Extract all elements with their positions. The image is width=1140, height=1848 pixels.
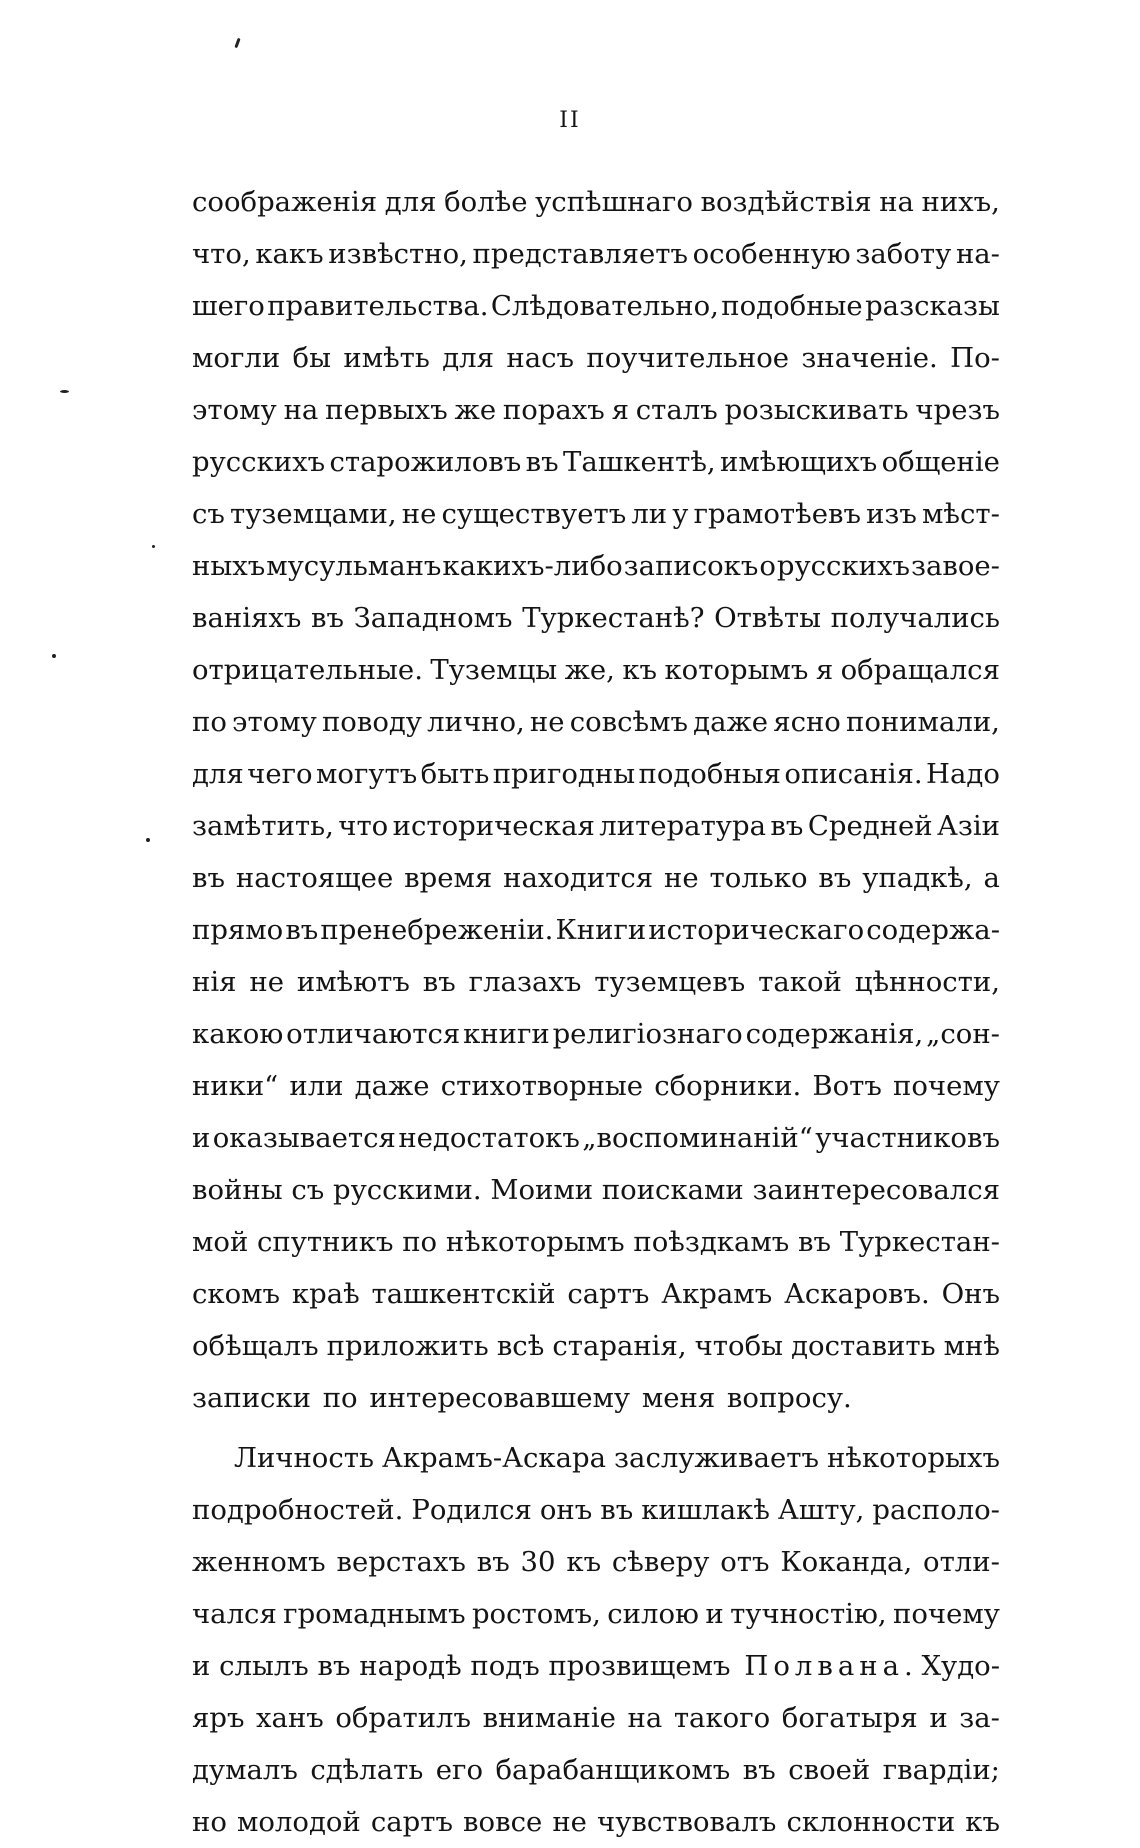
word: сартъ [567, 1278, 650, 1310]
word: „сон- [926, 1018, 1000, 1050]
word: ясно [773, 706, 841, 738]
word: на [879, 186, 914, 218]
word: религіознаго [552, 1018, 743, 1050]
word: литература [599, 810, 766, 842]
word: успѣшнаго [535, 186, 693, 218]
word: поучительное [586, 342, 790, 374]
word: отрицательные. [192, 654, 423, 686]
word: содержанія, [745, 1018, 924, 1050]
word: или [289, 1070, 344, 1102]
word: Акрамъ-Аскара [381, 1442, 606, 1474]
word: почему [893, 1070, 1000, 1102]
word: ростомъ, [471, 1598, 601, 1630]
word: въ [476, 1546, 510, 1578]
word: же [454, 394, 497, 426]
word: кишлакѣ [641, 1494, 770, 1526]
word: содержа- [866, 914, 1000, 946]
word: заботу [855, 238, 952, 270]
word: что, [192, 238, 251, 270]
text-line [192, 488, 1000, 540]
word: ташкентскій [371, 1278, 556, 1310]
word: съ [192, 498, 225, 530]
word: войны [192, 1174, 283, 1206]
word: глазахъ [468, 966, 582, 998]
word: краѣ [291, 1278, 360, 1310]
word: чувствовалъ [597, 1806, 777, 1838]
text-line [192, 1692, 1000, 1744]
text-line [192, 1164, 1000, 1216]
paragraph [192, 176, 1000, 1424]
text-line [192, 280, 1000, 332]
word: для [192, 758, 244, 790]
text-line: записки по интересовавшему меня вопросу. [192, 1382, 852, 1414]
word: понимали, [846, 706, 1000, 738]
word: какихъ-либо [442, 550, 623, 582]
word: стихотворные [440, 1070, 644, 1102]
word: поисками [601, 1174, 744, 1206]
word: его [435, 1754, 484, 1786]
scan-speck [60, 390, 69, 393]
word: получались [830, 602, 1000, 634]
word: насъ [506, 342, 574, 374]
word: нія [192, 966, 237, 998]
word: онъ [539, 1494, 593, 1526]
word: вовсе [463, 1806, 543, 1838]
word: склонности [786, 1806, 956, 1838]
word: „воспоминаній“ [582, 1122, 813, 1154]
word: По- [950, 342, 1000, 374]
word: историческаго [648, 914, 865, 946]
word: за- [959, 1702, 1000, 1734]
word: Акрамъ [661, 1278, 773, 1310]
word: Моими [490, 1174, 594, 1206]
word: имѣть [343, 342, 430, 374]
word: по [402, 1226, 438, 1258]
word: грамотѣевъ [693, 498, 861, 530]
word: въ [422, 966, 456, 998]
word: замѣтить, [192, 810, 334, 842]
word: не [529, 706, 565, 738]
word: бы [292, 342, 331, 374]
word: ханъ [256, 1702, 324, 1734]
word: Онъ [941, 1278, 1000, 1310]
word: отличаются [286, 1018, 461, 1050]
word: скомъ [192, 1278, 281, 1310]
word: въ [525, 446, 559, 478]
word: имѣютъ [296, 966, 410, 998]
word: цѣнности, [854, 966, 1000, 998]
word: сартъ [370, 1806, 453, 1838]
word: Туземцы [430, 654, 558, 686]
word: которымъ [664, 654, 809, 686]
word: силою [607, 1598, 699, 1630]
word: Надо [926, 758, 1000, 790]
text-line [192, 540, 1000, 592]
scan-speck [146, 838, 150, 842]
word: время [404, 862, 493, 894]
word: совсѣмъ [569, 706, 688, 738]
word: сдѣлать [310, 1754, 424, 1786]
word: а [983, 862, 1000, 894]
word: верстахъ [336, 1546, 466, 1578]
word: почему [893, 1598, 1000, 1630]
word: Азіи [937, 810, 1000, 842]
word: какъ [255, 238, 324, 270]
word: историческая [392, 810, 595, 842]
word: упадкѣ, [862, 862, 973, 894]
word: на- [955, 238, 1000, 270]
text-line [192, 800, 1000, 852]
word: только [709, 862, 808, 894]
word: соображенія [192, 186, 378, 218]
word: что [338, 810, 389, 842]
word: приложить [326, 1330, 489, 1362]
word: въ [310, 602, 344, 634]
word: для [442, 342, 494, 374]
word: въ [742, 1754, 776, 1786]
word: представляетъ [472, 238, 688, 270]
word: думалъ [192, 1754, 298, 1786]
word: обратилъ [335, 1702, 471, 1734]
word: даже [693, 706, 769, 738]
word: русскихъ [776, 550, 910, 582]
text-line [192, 1796, 1000, 1848]
word: изъ [866, 498, 917, 530]
word: поѣздкамъ [633, 1226, 790, 1258]
word: Ашту, [777, 1494, 865, 1526]
word: тучностію, [730, 1598, 887, 1630]
word: особенную [692, 238, 851, 270]
word: извѣстно, [328, 238, 468, 270]
word: Вотъ [812, 1070, 882, 1102]
word: розыскивать [724, 394, 909, 426]
word: болѣе [444, 186, 528, 218]
paragraph [192, 1432, 1000, 1848]
word: Западномъ [353, 602, 513, 634]
word: къ [566, 1546, 602, 1578]
text-segment: . Худо- [903, 1650, 1000, 1682]
word: быть [420, 758, 490, 790]
word: Ташкентѣ, [563, 446, 716, 478]
word: мнѣ [943, 1330, 1000, 1362]
word: Слѣдовательно, [490, 290, 719, 322]
page-body [192, 176, 1000, 1848]
word: къ [965, 1806, 1000, 1838]
word: ники“ [192, 1070, 279, 1102]
word: порахъ [502, 394, 605, 426]
word: не [552, 1806, 587, 1838]
word: женномъ [192, 1546, 326, 1578]
word: недостатокъ [398, 1122, 580, 1154]
text-line [192, 592, 1000, 644]
word: въ [285, 914, 319, 946]
text-line [192, 1320, 1000, 1372]
word: какою [192, 1018, 284, 1050]
word: туземцевъ [594, 966, 746, 998]
word: участниковъ [815, 1122, 1000, 1154]
word: спутникъ [257, 1226, 394, 1258]
word: отли- [923, 1546, 1000, 1578]
word: въ [600, 1494, 634, 1526]
word: но [192, 1806, 227, 1838]
word: старанія, [552, 1330, 687, 1362]
word: на [627, 1702, 663, 1734]
word: Туркестан- [839, 1226, 1000, 1258]
text-segment: и слылъ въ народѣ подъ прозвищемъ [192, 1650, 731, 1682]
word: старожиловъ [329, 446, 522, 478]
word: по [192, 706, 227, 738]
page-number: II [559, 108, 581, 133]
text-line [192, 1112, 1000, 1164]
word: молодой [236, 1806, 361, 1838]
word: барабанщикомъ [495, 1754, 731, 1786]
word: первыхъ [325, 394, 448, 426]
word: заинтересовался [752, 1174, 1000, 1206]
word: мусульманъ [266, 550, 442, 582]
word: описанія. [784, 758, 923, 790]
word: обѣщалъ [192, 1330, 319, 1362]
word: такого [673, 1702, 771, 1734]
text-line [192, 1536, 1000, 1588]
text-line [192, 852, 1000, 904]
text-line [192, 436, 1000, 488]
word: пригодны [492, 758, 636, 790]
text-line [192, 1484, 1000, 1536]
word: сталъ [635, 394, 718, 426]
text-line [192, 1216, 1000, 1268]
word: ли [631, 498, 668, 530]
word: для [384, 186, 437, 218]
word: прямо [192, 914, 284, 946]
word: Родился [411, 1494, 532, 1526]
word: обращался [840, 654, 1000, 686]
text-line-with-spaced-word [192, 1640, 1000, 1692]
word: правительства. [267, 290, 489, 322]
text-line [192, 1060, 1000, 1112]
word: громаднымъ [283, 1598, 466, 1630]
word: шего [192, 290, 265, 322]
word: поводу [321, 706, 422, 738]
word: настоящее [235, 862, 394, 894]
word: разсказы [865, 290, 1000, 322]
word: оказывается [212, 1122, 396, 1154]
word: воздѣйствія [700, 186, 872, 218]
word: мѣст- [922, 498, 1000, 530]
text-line [192, 644, 1000, 696]
word: въ [798, 1226, 831, 1258]
word: 30 [520, 1546, 556, 1578]
word: вниманіе [482, 1702, 616, 1734]
word: нѣкоторымъ [445, 1226, 625, 1258]
word: ныхъ [192, 550, 266, 582]
word: Туркестанѣ? [522, 602, 705, 634]
text-line [192, 1588, 1000, 1640]
word: я [815, 654, 834, 686]
word: своей [788, 1754, 871, 1786]
text-line [192, 228, 1000, 280]
word: отъ [720, 1546, 770, 1578]
word: въ [818, 862, 852, 894]
word: даже [354, 1070, 430, 1102]
word: существуетъ [441, 498, 627, 530]
text-line [192, 956, 1000, 1008]
word: подробностей. [192, 1494, 404, 1526]
word: чего [247, 758, 313, 790]
word: туземцами, [230, 498, 397, 530]
text-line [192, 1432, 1000, 1484]
scan-speck [152, 545, 155, 548]
scan-speck [234, 38, 240, 48]
scan-speck [52, 654, 56, 658]
text-line [192, 904, 1000, 956]
word: лично, [427, 706, 525, 738]
word: нѣкоторыхъ [827, 1442, 1000, 1474]
word: сѣверу [611, 1546, 710, 1578]
word: на [283, 394, 319, 426]
text-line [192, 1268, 1000, 1320]
word: этому [192, 394, 277, 426]
word: русскихъ [192, 446, 326, 478]
word: чтобы [694, 1330, 784, 1362]
word: мой [192, 1226, 249, 1258]
word: и [705, 1598, 724, 1630]
word: подобные [721, 290, 863, 322]
word: къ [622, 654, 658, 686]
spaced-name: Полвана [744, 1650, 904, 1682]
word: въ [192, 862, 225, 894]
word: и [192, 1122, 211, 1154]
word: Отвѣты [714, 602, 822, 634]
word: имѣющихъ [720, 446, 878, 478]
word: нихъ, [921, 186, 1000, 218]
word: всѣ [496, 1330, 545, 1362]
word: ваніяхъ [192, 602, 302, 634]
text-line [192, 176, 1000, 228]
word: не [249, 966, 284, 998]
text-line [192, 332, 1000, 384]
word: общеніе [881, 446, 1000, 478]
word: Аскаровъ. [784, 1278, 930, 1310]
word: чался [192, 1598, 277, 1630]
word: не [664, 862, 699, 894]
word: богатыря [781, 1702, 918, 1734]
word: книги [463, 1018, 550, 1050]
word: о [759, 550, 776, 582]
text-line [192, 748, 1000, 800]
word: такой [758, 966, 842, 998]
word: Личность [234, 1442, 374, 1474]
word: съ [291, 1174, 325, 1206]
word: записокъ [623, 550, 759, 582]
text-line [192, 384, 1000, 436]
word: гвардіи; [882, 1754, 1000, 1786]
word: яръ [192, 1702, 245, 1734]
word: не [401, 498, 437, 530]
text-line [192, 1008, 1000, 1060]
text-line [192, 1744, 1000, 1796]
word: я [611, 394, 629, 426]
word: могли [192, 342, 281, 374]
word: заслуживаетъ [614, 1442, 819, 1474]
word: пренебреженіи. [320, 914, 554, 946]
word: русскими. [333, 1174, 482, 1206]
word: у [672, 498, 689, 530]
word: доставить [791, 1330, 936, 1362]
word: находится [503, 862, 654, 894]
text-line [192, 696, 1000, 748]
word: могутъ [316, 758, 418, 790]
word: чрезъ [915, 394, 1000, 426]
word: сборники. [654, 1070, 802, 1102]
word: въ [770, 810, 804, 842]
word: значеніе. [801, 342, 938, 374]
word: располо- [872, 1494, 1000, 1526]
word: Книги [555, 914, 647, 946]
word: завое- [910, 550, 1000, 582]
word: и [929, 1702, 948, 1734]
word: этому [232, 706, 317, 738]
word: же, [564, 654, 615, 686]
word: Средней [807, 810, 933, 842]
paragraph-gap [192, 1424, 1000, 1432]
word: Коканда, [780, 1546, 913, 1578]
word: подобныя [638, 758, 781, 790]
